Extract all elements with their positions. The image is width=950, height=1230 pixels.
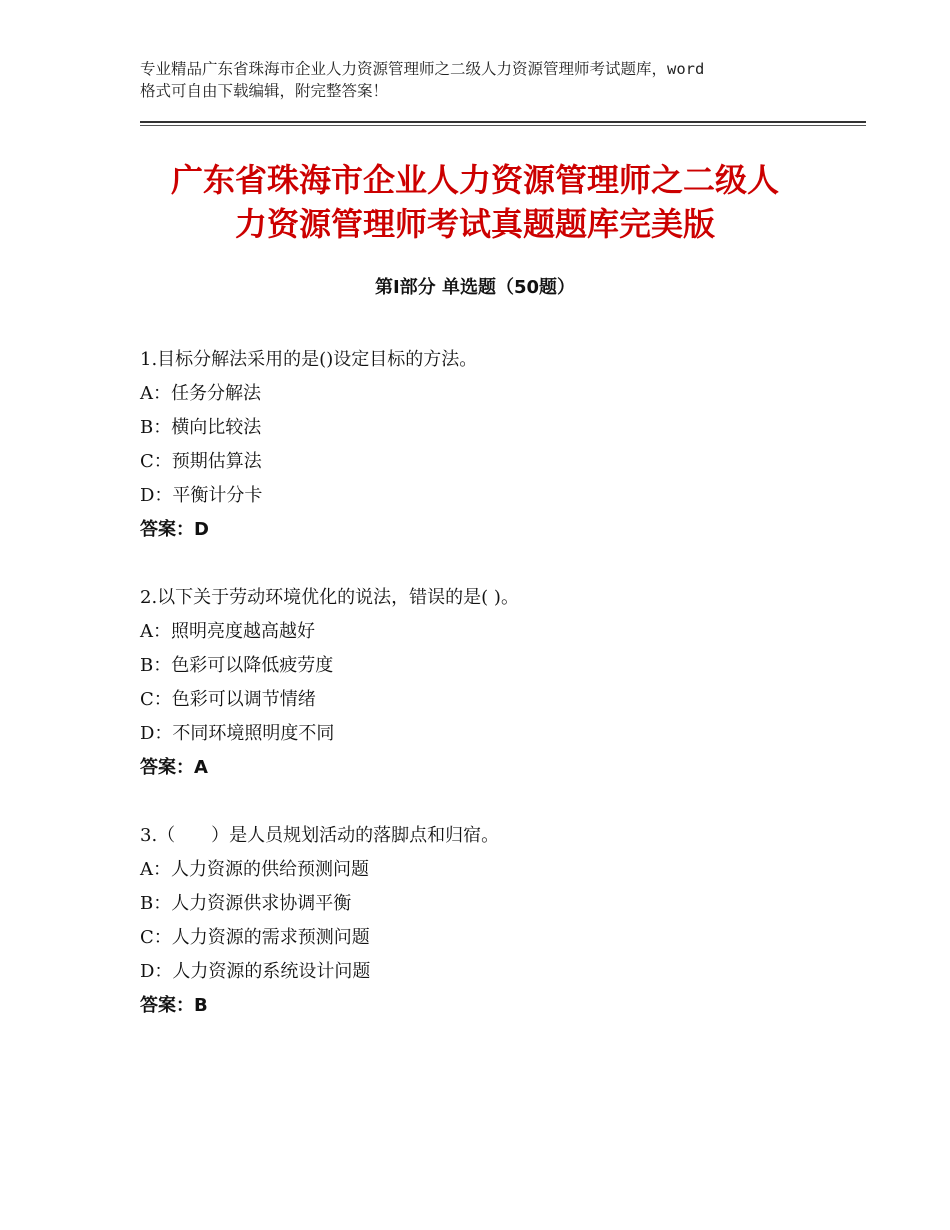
document-title	[100, 158, 850, 246]
answer: 答案：B	[140, 995, 208, 1016]
question-1	[140, 343, 840, 547]
option-b: B：横向比较法	[140, 417, 262, 438]
option-d: D：平衡计分卡	[140, 485, 263, 506]
option-d: D：人力资源的系统设计问题	[140, 961, 371, 982]
question-stem: 3.（ ）是人员规划活动的落脚点和归宿。	[140, 825, 500, 846]
option-c: C：预期估算法	[140, 451, 262, 472]
question-2	[140, 581, 840, 785]
header-note	[140, 58, 840, 102]
option-a: A：任务分解法	[140, 383, 261, 404]
option-a: A：人力资源的供给预测问题	[140, 859, 369, 880]
header-note-line-2: 格式可自由下载编辑，附完整答案！	[140, 82, 389, 100]
question-stem: 1.目标分解法采用的是()设定目标的方法。	[140, 349, 478, 370]
option-d: D：不同环境照明度不同	[140, 723, 335, 744]
answer: 答案：A	[140, 757, 208, 778]
option-c: C：色彩可以调节情绪	[140, 689, 316, 710]
document-title-line-2: 力资源管理师考试真题题库完美版	[234, 205, 715, 243]
section-title: 第Ⅰ部分 单选题（50题）	[374, 277, 575, 298]
question-list	[140, 343, 840, 1057]
question-stem: 2.以下关于劳动环境优化的说法，错误的是( )。	[140, 587, 519, 608]
option-a: A：照明亮度越高越好	[140, 621, 315, 642]
question-3	[140, 819, 840, 1023]
header-note-line-1: 专业精品广东省珠海市企业人力资源管理师之二级人力资源管理师考试题库，word	[140, 60, 705, 78]
option-b: B：人力资源供求协调平衡	[140, 893, 352, 914]
answer: 答案：D	[140, 519, 209, 540]
header-divider-thick	[140, 121, 866, 123]
option-b: B：色彩可以降低疲劳度	[140, 655, 334, 676]
document-title-line-1: 广东省珠海市企业人力资源管理师之二级人	[170, 161, 779, 199]
header-divider-thin	[140, 125, 866, 126]
option-c: C：人力资源的需求预测问题	[140, 927, 370, 948]
